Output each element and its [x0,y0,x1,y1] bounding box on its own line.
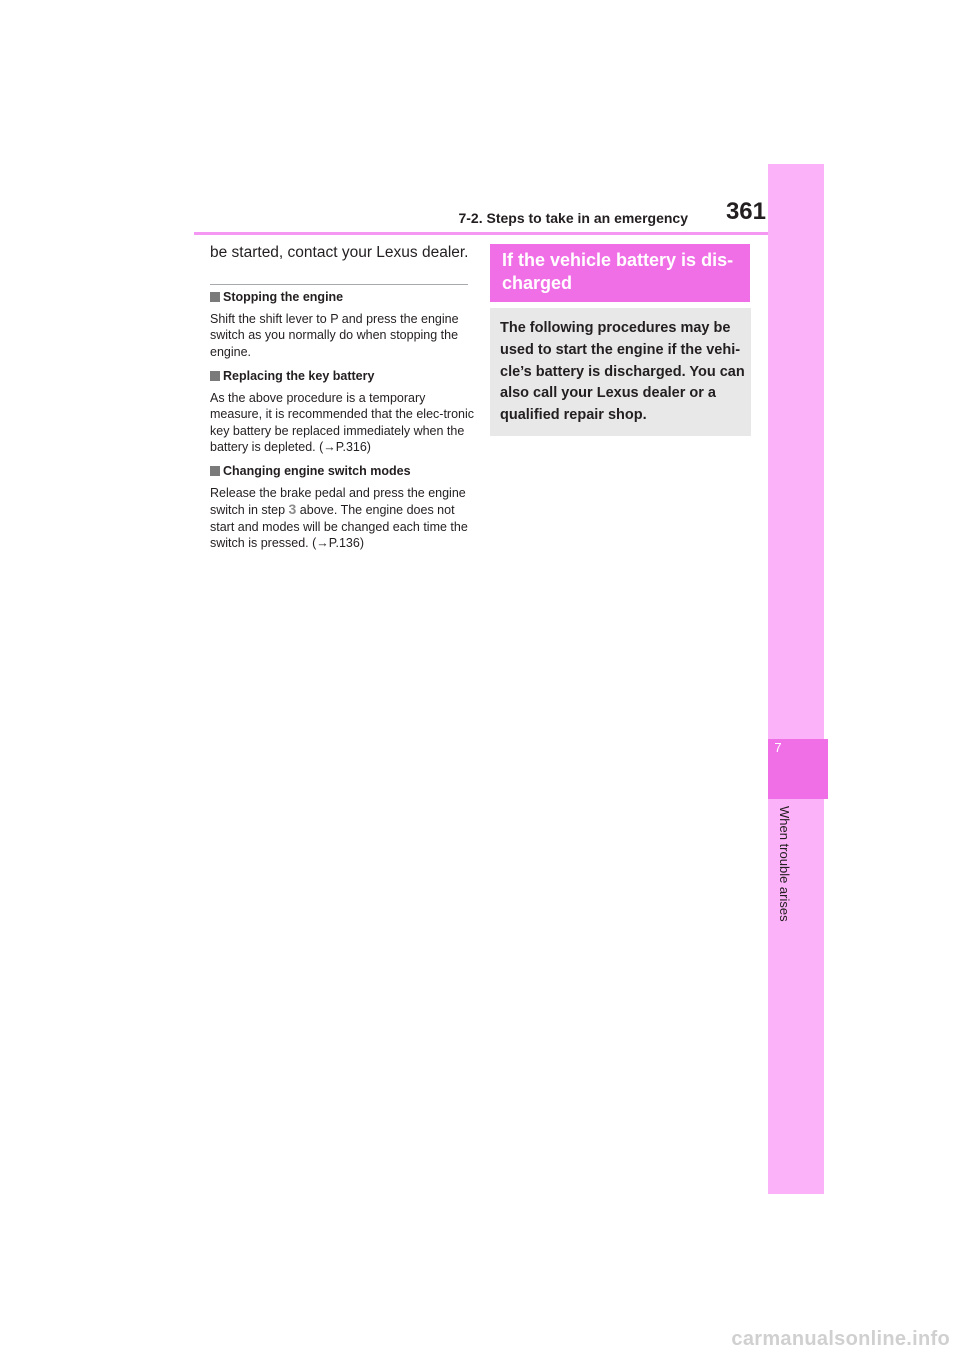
page-number: 361 [725,198,766,225]
intro-text: The following procedures may be used to start the engine if the vehi-cle’s battery is discharged. You can also call your Lexus dealer or a qualified repair shop. [500,320,745,424]
note-body-key-battery: As the above procedure is a temporary measure, it is recommended that the elec-tronic key battery be replaced immediately when the battery is depleted. (→P.316) [210,391,475,454]
header-rule [194,232,768,235]
side-band [768,164,824,1194]
watermark: carmanualsonline.info [731,1328,950,1350]
step-number: 3 [288,501,297,518]
section-heading-box [490,244,750,302]
lead-text: be started, contact your Lexus dealer. [210,244,469,261]
note-body-switch-modes: Release the brake pedal and press the engine switch in step 3 above. The engine does not start and modes will be changed each time the switch is pressed. (→P.136) [210,486,468,550]
square-bullet-icon [210,371,220,381]
section-heading: If the vehicle battery is dis-charged [502,250,734,293]
divider [210,284,468,285]
section-title: 7-2. Steps to take in an emergency [458,210,688,226]
note-body-stopping-engine: Shift the shift lever to P and press the engine switch as you normally do when stopping the engine. [210,312,459,359]
intro-box [490,308,751,436]
chapter-label: When trouble arises [777,806,792,922]
note-heading-stopping-engine: Stopping the engine [210,290,343,304]
square-bullet-icon [210,292,220,302]
note-heading-key-battery: Replacing the key battery [210,369,374,383]
note-heading-switch-modes: Changing engine switch modes [210,464,411,478]
chapter-number: 7 [774,740,782,755]
square-bullet-icon [210,466,220,476]
